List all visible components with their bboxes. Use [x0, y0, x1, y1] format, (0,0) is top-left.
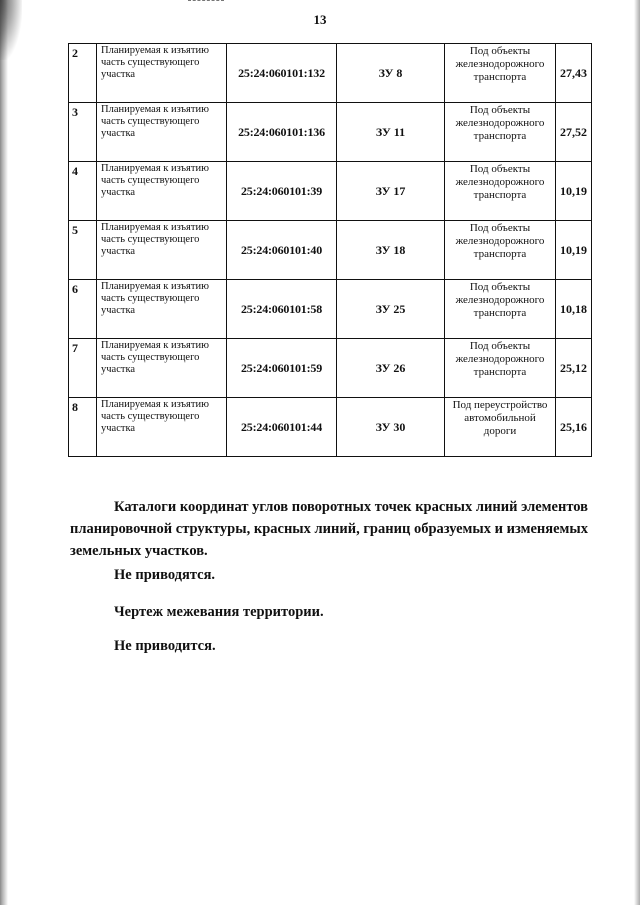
row-parcel-code: ЗУ 8	[337, 44, 445, 103]
row-area: 10,19	[556, 221, 592, 280]
table-row	[69, 398, 592, 457]
row-parcel-code: ЗУ 17	[337, 162, 445, 221]
scan-edge-right	[634, 0, 640, 905]
row-purpose: Под объекты железнодорожного транспорта	[445, 221, 556, 280]
row-purpose: Под объекты железнодорожного транспорта	[445, 280, 556, 339]
row-number: 8	[69, 398, 97, 457]
row-parcel-code: ЗУ 26	[337, 339, 445, 398]
page-number: 13	[313, 12, 327, 27]
not-provided-note-2: Не приводится.	[114, 638, 216, 654]
row-area: 27,43	[556, 44, 592, 103]
table-row	[69, 162, 592, 221]
row-area: 10,19	[556, 162, 592, 221]
row-area: 25,16	[556, 398, 592, 457]
row-parcel-code: ЗУ 11	[337, 103, 445, 162]
coordinates-catalog-paragraph: Каталоги координат углов поворотных точек красных линий элементов планировочной структуры, красных линий, границ образуемых и изменяемых земельных участков.	[70, 499, 588, 559]
row-number: 4	[69, 162, 97, 221]
row-number: 3	[69, 103, 97, 162]
row-purpose: Под объекты железнодорожного транспорта	[445, 162, 556, 221]
row-purpose: Под переустройство автомобильной дороги	[445, 398, 556, 457]
row-cadastral-number: 25:24:060101:59	[227, 339, 337, 398]
row-purpose: Под объекты железнодорожного транспорта	[445, 44, 556, 103]
row-area: 10,18	[556, 280, 592, 339]
table-row	[69, 280, 592, 339]
scan-blot	[0, 0, 22, 60]
table-row	[69, 44, 592, 103]
row-cadastral-number: 25:24:060101:58	[227, 280, 337, 339]
row-number: 2	[69, 44, 97, 103]
row-area: 27,52	[556, 103, 592, 162]
row-description: Планируемая к изъятию часть существующего участка	[97, 221, 227, 280]
row-cadastral-number: 25:24:060101:132	[227, 44, 337, 103]
scan-top-mark	[188, 0, 224, 4]
row-description: Планируемая к изъятию часть существующего участка	[97, 339, 227, 398]
parcels-table	[68, 43, 592, 457]
row-parcel-code: ЗУ 30	[337, 398, 445, 457]
row-description: Планируемая к изъятию часть существующего участка	[97, 162, 227, 221]
drawing-title: Чертеж межевания территории.	[114, 604, 324, 620]
row-description: Планируемая к изъятию часть существующего участка	[97, 103, 227, 162]
row-description: Планируемая к изъятию часть существующего участка	[97, 280, 227, 339]
row-description: Планируемая к изъятию часть существующего участка	[97, 44, 227, 103]
row-description: Планируемая к изъятию часть существующего участка	[97, 398, 227, 457]
row-area: 25,12	[556, 339, 592, 398]
row-parcel-code: ЗУ 25	[337, 280, 445, 339]
row-purpose: Под объекты железнодорожного транспорта	[445, 339, 556, 398]
table-row	[69, 339, 592, 398]
row-number: 6	[69, 280, 97, 339]
table-row	[69, 221, 592, 280]
row-number: 7	[69, 339, 97, 398]
row-cadastral-number: 25:24:060101:40	[227, 221, 337, 280]
row-cadastral-number: 25:24:060101:44	[227, 398, 337, 457]
row-purpose: Под объекты железнодорожного транспорта	[445, 103, 556, 162]
row-cadastral-number: 25:24:060101:39	[227, 162, 337, 221]
scan-edge-left	[0, 0, 8, 905]
table-row	[69, 103, 592, 162]
row-parcel-code: ЗУ 18	[337, 221, 445, 280]
row-number: 5	[69, 221, 97, 280]
not-provided-note: Не приводятся.	[114, 567, 216, 583]
row-cadastral-number: 25:24:060101:136	[227, 103, 337, 162]
